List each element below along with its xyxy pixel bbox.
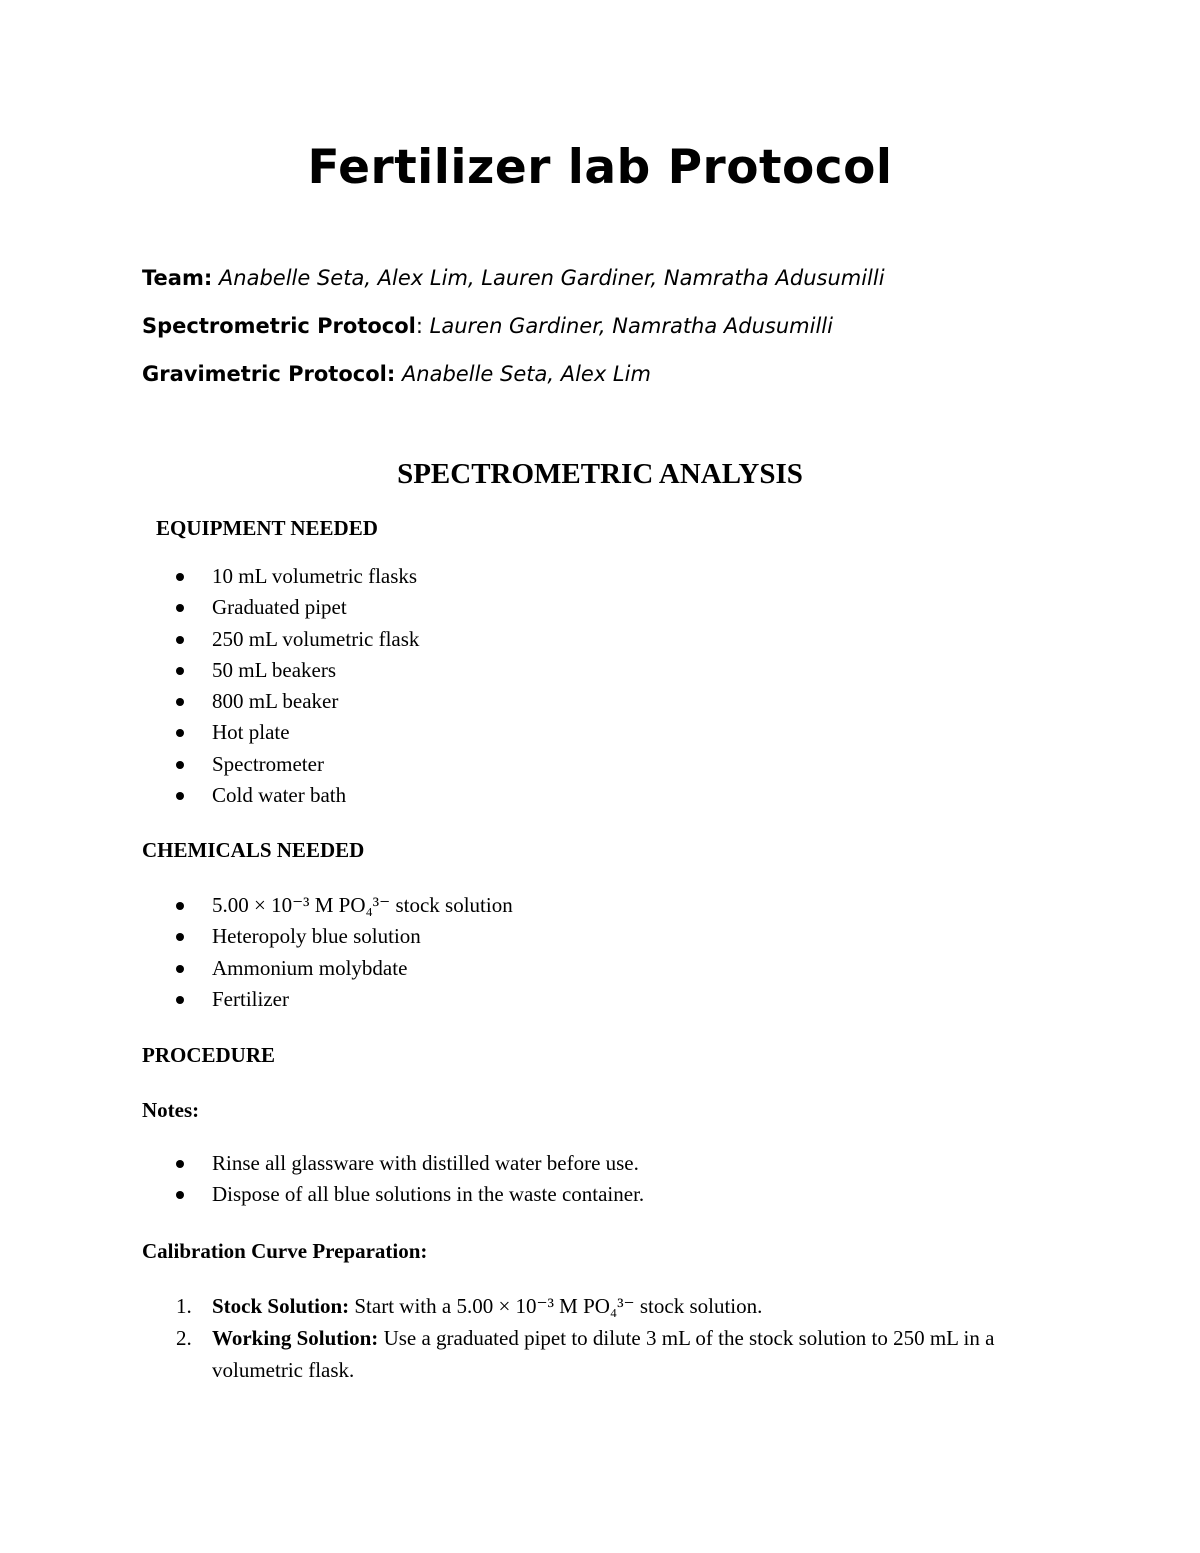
bullet-icon bbox=[176, 902, 184, 910]
list-item: Hot plate bbox=[172, 717, 419, 748]
equipment-list bbox=[172, 561, 419, 811]
list-item: 5.00 × 10⁻³ M PO₄³⁻ stock solution bbox=[172, 890, 513, 921]
spectrometric-protocol-members: Lauren Gardiner, Namratha Adusumilli bbox=[429, 314, 833, 338]
section-title: SPECTROMETRIC ANALYSIS bbox=[397, 458, 803, 490]
step-text: Start with a 5.00 × 10⁻³ M PO₄³⁻ stock solution. bbox=[349, 1294, 763, 1318]
bullet-icon bbox=[176, 933, 184, 941]
step-number: 2. bbox=[176, 1326, 192, 1350]
list-item: 10 mL volumetric flasks bbox=[172, 561, 419, 592]
list-item: 250 mL volumetric flask bbox=[172, 624, 419, 655]
notes-list bbox=[172, 1148, 644, 1211]
list-item bbox=[172, 1290, 1072, 1322]
list-item: Cold water bath bbox=[172, 780, 419, 811]
bullet-icon bbox=[176, 729, 184, 737]
step-label: Stock Solution: bbox=[212, 1294, 350, 1318]
bullet-icon bbox=[176, 698, 184, 706]
bullet-icon bbox=[176, 996, 184, 1004]
spectrometric-protocol-label: Spectrometric Protocol bbox=[142, 314, 416, 338]
step-label: Working Solution: bbox=[212, 1326, 379, 1350]
list-item: Rinse all glassware with distilled water before use. bbox=[172, 1148, 644, 1179]
bullet-icon bbox=[176, 604, 184, 612]
calibration-steps bbox=[172, 1290, 1072, 1386]
list-item: 50 mL beakers bbox=[172, 655, 419, 686]
list-item: Graduated pipet bbox=[172, 592, 419, 623]
bullet-icon bbox=[176, 1160, 184, 1168]
bullet-icon bbox=[176, 667, 184, 675]
list-item: Ammonium molybdate bbox=[172, 953, 513, 984]
chemicals-list bbox=[172, 890, 513, 1015]
bullet-icon bbox=[176, 792, 184, 800]
list-item bbox=[172, 1322, 1072, 1386]
bullet-icon bbox=[176, 573, 184, 581]
bullet-icon bbox=[176, 636, 184, 644]
equipment-heading: EQUIPMENT NEEDED bbox=[156, 516, 378, 540]
calibration-heading: Calibration Curve Preparation: bbox=[142, 1239, 428, 1263]
gravimetric-protocol-label: Gravimetric Protocol: bbox=[142, 362, 396, 386]
list-item: Heteropoly blue solution bbox=[172, 921, 513, 952]
procedure-heading: PROCEDURE bbox=[142, 1043, 276, 1067]
gravimetric-protocol-members: Anabelle Seta, Alex Lim bbox=[401, 362, 651, 386]
list-item: Dispose of all blue solutions in the waste container. bbox=[172, 1179, 644, 1210]
spectrometric-protocol-separator: : bbox=[415, 314, 423, 338]
team-line bbox=[142, 266, 885, 290]
step-number: 1. bbox=[176, 1294, 192, 1318]
spectrometric-protocol-line bbox=[142, 314, 833, 338]
gravimetric-protocol-line bbox=[142, 362, 651, 386]
team-label: Team: bbox=[142, 266, 213, 290]
notes-heading: Notes: bbox=[142, 1098, 200, 1122]
bullet-icon bbox=[176, 1191, 184, 1199]
bullet-icon bbox=[176, 965, 184, 973]
list-item: Spectrometer bbox=[172, 749, 419, 780]
list-item: 800 mL beaker bbox=[172, 686, 419, 717]
team-members: Anabelle Seta, Alex Lim, Lauren Gardiner, Namratha Adusumilli bbox=[218, 266, 885, 290]
list-item: Fertilizer bbox=[172, 984, 513, 1015]
step-text: Use a graduated pipet to dilute 3 mL of the stock solution to 250 mL in a volumetric flask. bbox=[212, 1326, 995, 1382]
chemicals-heading: CHEMICALS NEEDED bbox=[142, 838, 365, 862]
document-title: Fertilizer lab Protocol bbox=[307, 140, 893, 195]
bullet-icon bbox=[176, 761, 184, 769]
